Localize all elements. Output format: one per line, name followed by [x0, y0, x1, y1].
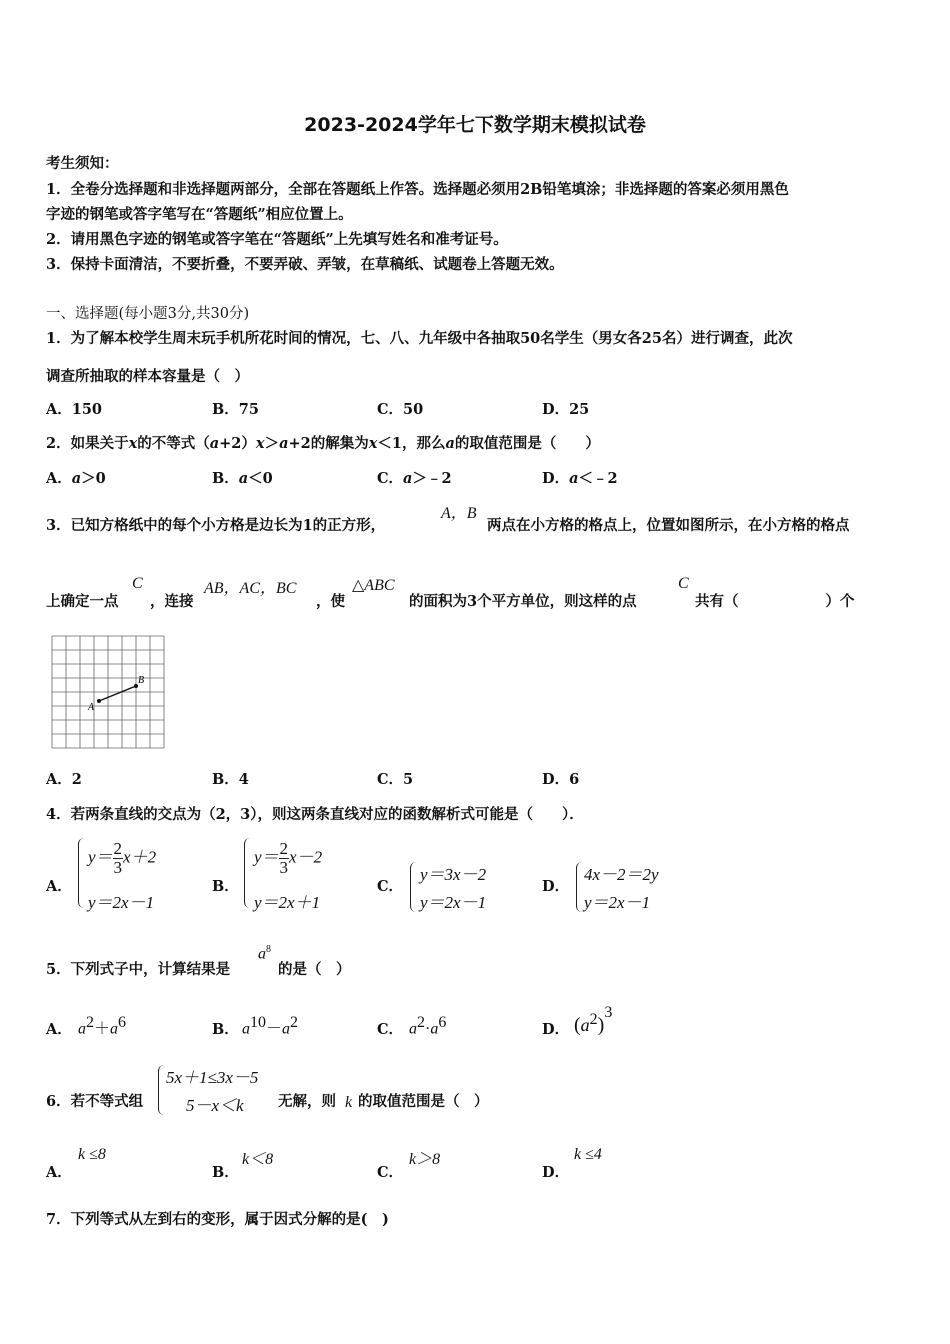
q1-stem-line2: 调查所抽取的样本容量是（ ）	[46, 368, 249, 385]
q4-option-c-label: C．	[377, 878, 404, 895]
q3-stem-part5: ，使	[316, 593, 345, 610]
q7-stem: 7．下列等式从左到右的变形，属于因式分解的是( )	[46, 1211, 389, 1228]
q6-option-c-expr: k＞8	[409, 1151, 441, 1168]
q3-option-c: C．5	[377, 771, 414, 788]
q5-option-b-expr: $a^{10}-a^2$	[242, 1014, 299, 1038]
q2-option-c: C．a＞﹣2	[377, 470, 452, 487]
q4-option-b-system: y＝ $\frac{2}{3}$ x－2 y＝2x＋1	[244, 836, 354, 912]
q1-option-d: D．25	[542, 401, 590, 418]
section-heading: 一、选择题(每小题3分,共30分)	[46, 306, 250, 322]
q3-point-c2: C	[678, 575, 689, 592]
q6-stem-part3: 的取值范围是（ ）	[358, 1093, 489, 1110]
q5-stem-part2: 的是（ ）	[278, 961, 351, 978]
q6-option-c-label: C．	[377, 1164, 404, 1181]
page-title: 2023-2024学年七下数学期末模拟试卷	[304, 114, 646, 136]
q3-option-a: A．2	[46, 771, 82, 788]
q6-var-k: k	[345, 1094, 353, 1111]
q3-option-d: D．6	[542, 771, 580, 788]
q1-option-a: A．150	[46, 401, 103, 418]
q4-option-d-system: 4x－2＝2y y＝2x－1	[576, 860, 686, 914]
q6-option-a-label: A．	[46, 1164, 72, 1181]
q6-option-b-label: B．	[212, 1164, 239, 1181]
q3-stem-part4: ，连接	[150, 593, 194, 610]
q4-option-b-label: B．	[212, 878, 239, 895]
q6-option-d-expr: k ≤4	[574, 1146, 602, 1163]
q3-point-c: C	[132, 575, 143, 592]
q4-option-c-system: y＝3x－2 y＝2x－1	[410, 860, 510, 914]
q5-target-power: $a^8$	[258, 944, 271, 963]
q3-triangle: △ABC	[352, 577, 395, 594]
q2-option-d: D．a＜﹣2	[542, 470, 618, 487]
q5-stem-part1: 5．下列式子中，计算结果是	[46, 961, 231, 978]
q3-option-b: B．4	[212, 771, 249, 788]
label-b: B	[138, 675, 145, 686]
q6-stem-part1: 6．若不等式组	[46, 1093, 144, 1110]
q3-stem-part3: 上确定一点	[46, 593, 119, 610]
q6-option-b-expr: k＜8	[242, 1151, 274, 1168]
q5-option-a-expr: $a^2+a^6$	[78, 1014, 127, 1038]
q1-stem-line1: 1．为了解本校学生周末玩手机所花时间的情况，七、八、九年级中各抽取50名学生（男女各25名）进行调查，此次	[46, 330, 793, 347]
q5-option-c-expr: $a^2\cdot a^6$	[409, 1014, 447, 1038]
q2-option-b: B．a＜0	[212, 470, 273, 487]
q3-stem-part6: 的面积为3个平方单位，则这样的点	[409, 593, 637, 610]
point-a	[97, 699, 101, 703]
notice-item-3: 3．保持卡面清洁，不要折叠，不要弄破、弄皱，在草稿纸、试题卷上答题无效。	[46, 256, 564, 273]
notice-heading: 考生须知：	[46, 155, 119, 172]
q5-option-c-label: C．	[377, 1021, 404, 1038]
q3-stem-part2: 两点在小方格的格点上，位置如图所示，在小方格的格点	[487, 517, 850, 534]
label-a: A	[88, 702, 95, 713]
q3-grid-figure	[50, 634, 166, 750]
q4-stem: 4．若两条直线的交点为（2，3），则这两条直线对应的函数解析式可能是（ ）．	[46, 806, 584, 823]
q5-option-a-label: A．	[46, 1021, 72, 1038]
notice-item-1-cont: 字迹的钢笔或答字笔写在“答题纸”相应位置上。	[46, 206, 353, 223]
notice-item-2: 2．请用黑色字迹的钢笔或答字笔在“答题纸”上先填写姓名和准考证号。	[46, 231, 508, 248]
segment-ab	[99, 686, 136, 701]
q3-segments: AB，AC，BC	[204, 580, 297, 597]
notice-item-1: 1．全卷分选择题和非选择题两部分，全部在答题纸上作答。选择题必须用2B铅笔填涂；非选择题的答案必须用黑色	[46, 181, 789, 198]
q6-option-d-label: D．	[542, 1164, 570, 1181]
q6-option-a-expr: k ≤8	[78, 1146, 106, 1163]
q2-option-a: A．a＞0	[46, 470, 106, 487]
q4-option-a-label: A．	[46, 878, 72, 895]
q3-stem-part7: 共有（ ）个	[695, 593, 855, 610]
q1-option-b: B．75	[212, 401, 259, 418]
q5-option-d-label: D．	[542, 1021, 570, 1038]
q2-stem: 2．如果关于x的不等式（a+2）x＞a+2的解集为x＜1，那么a的取值范围是（ ）	[46, 435, 600, 452]
q3-stem-part1: 3．已知方格纸中的每个小方格是边长为1的正方形，	[46, 517, 386, 534]
q5-option-d-expr: $(a^2)^3$	[574, 1004, 613, 1036]
q6-inequality-system: 5x＋1≤3x－5 5－x＜k	[158, 1063, 278, 1119]
q4-option-a-system: y＝ $\frac{2}{3}$ x＋2 y＝2x－1	[78, 836, 188, 912]
q3-points-ab: A，B	[441, 505, 477, 522]
q6-stem-part2: 无解，则	[278, 1093, 336, 1110]
q1-option-c: C．50	[377, 401, 424, 418]
q5-option-b-label: B．	[212, 1021, 239, 1038]
q4-option-d-label: D．	[542, 878, 570, 895]
